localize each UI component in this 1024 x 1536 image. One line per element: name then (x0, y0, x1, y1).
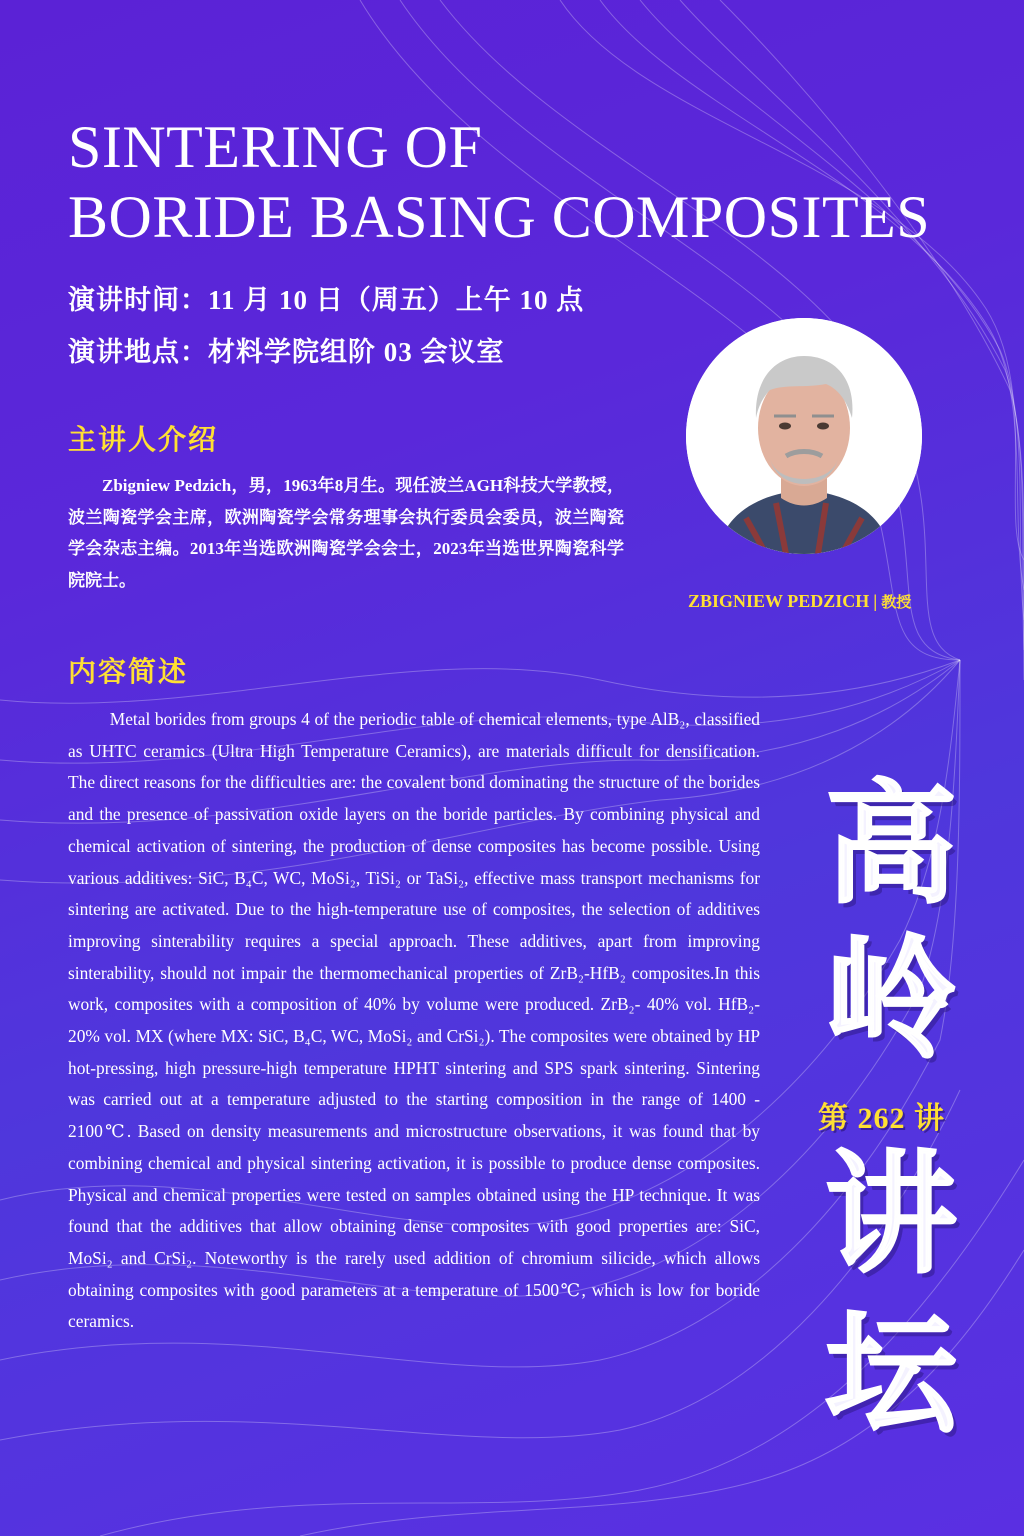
series-title-char-4: 坛 (825, 1298, 957, 1452)
speaker-name: ZBIGNIEW PEDZICH (688, 591, 870, 611)
speaker-portrait-image (686, 318, 922, 554)
abstract-heading: 内容简述 (68, 657, 189, 688)
speaker-separator: | (873, 591, 878, 611)
lecture-time (68, 278, 584, 317)
speaker-intro-text: Zbigniew Pedzich，男，1963年8月生。现任波兰AGH科技大学教授，波兰陶瓷学会主席，欧洲陶瓷学会常务理事会执行委员会委员，波兰陶瓷学会杂志主编。2013年当选欧洲陶瓷学会会士，2023年当选世界陶瓷科学院院士。 (68, 476, 624, 590)
speaker-intro-heading: 主讲人介绍 (68, 425, 219, 456)
speaker-role: 教授 (881, 595, 912, 611)
time-value: 11 月 10 日（周五）上午 10 点 (208, 285, 585, 315)
title-line-1: SINTERING OF (68, 114, 483, 180)
place-label: 演讲地点： (68, 337, 208, 367)
lecture-number: 第 262 讲 (818, 1102, 945, 1135)
lecture-place (68, 330, 505, 369)
time-label: 演讲时间： (68, 285, 208, 315)
title-line-2: BORIDE BASING COMPOSITES (68, 184, 931, 250)
lecture-title (68, 112, 930, 252)
speaker-photo (686, 318, 922, 554)
speaker-caption (688, 591, 911, 612)
place-value: 材料学院组阶 03 会议室 (208, 337, 505, 367)
abstract-text: Metal borides from groups 4 of the periodic table of chemical elements, type AlB₂, classified as UHTC ceramics (Ultra High Temperature Ceramics), are materials difficult for densification. The direct reasons for the difficulties are: the covalent bond dominating the structure of the borides and the presence of passivation oxide layers on the boride particles. By combining physical and chemical activation of sintering, the production of dense composites has become possible. Using various additives: SiC, B₄C, WC, MoSi₂, TiSi₂ or TaSi₂, effective mass transport mechanisms for sintering are activated. Due to the high-temperature use of composites, the selection of additives improving sinterability requires a special approach. These additives, apart from improving sinterability, should not impair the thermomechanical properties of ZrB₂-HfB₂ composites.In this work, composites with a composition of 40% by volume were produced. ZrB₂- 40% vol. HfB₂- 20% vol. MX (where MX: SiC, B₄C, WC, MoSi₂ and CrSi₂). The composites were obtained by HP hot-pressing, high pressure-high temperature HPHT sintering and SPS spark sintering. Sintering was carried out at a temperature adjusted to the starting composition in the range of 1400 - 2100℃. Based on density measurements and microstructure observations, it was found that by combining chemical and physical sintering activation, it is possible to produce dense composites. Physical and chemical properties were tested on samples obtained using the HP technique. It was found that the additives that allow obtaining dense composites with good properties are: SiC, MoSi₂ and CrSi₂. Noteworthy is the rarely used addition of chromium silicide, which allows obtaining composites with good parameters at a temperature of 1500℃, which is low for boride ceramics. (68, 709, 760, 1332)
series-title-char-1: 高 (825, 768, 957, 922)
series-title-char-3: 讲 (825, 1138, 957, 1292)
series-title-char-2: 岭 (825, 923, 957, 1077)
